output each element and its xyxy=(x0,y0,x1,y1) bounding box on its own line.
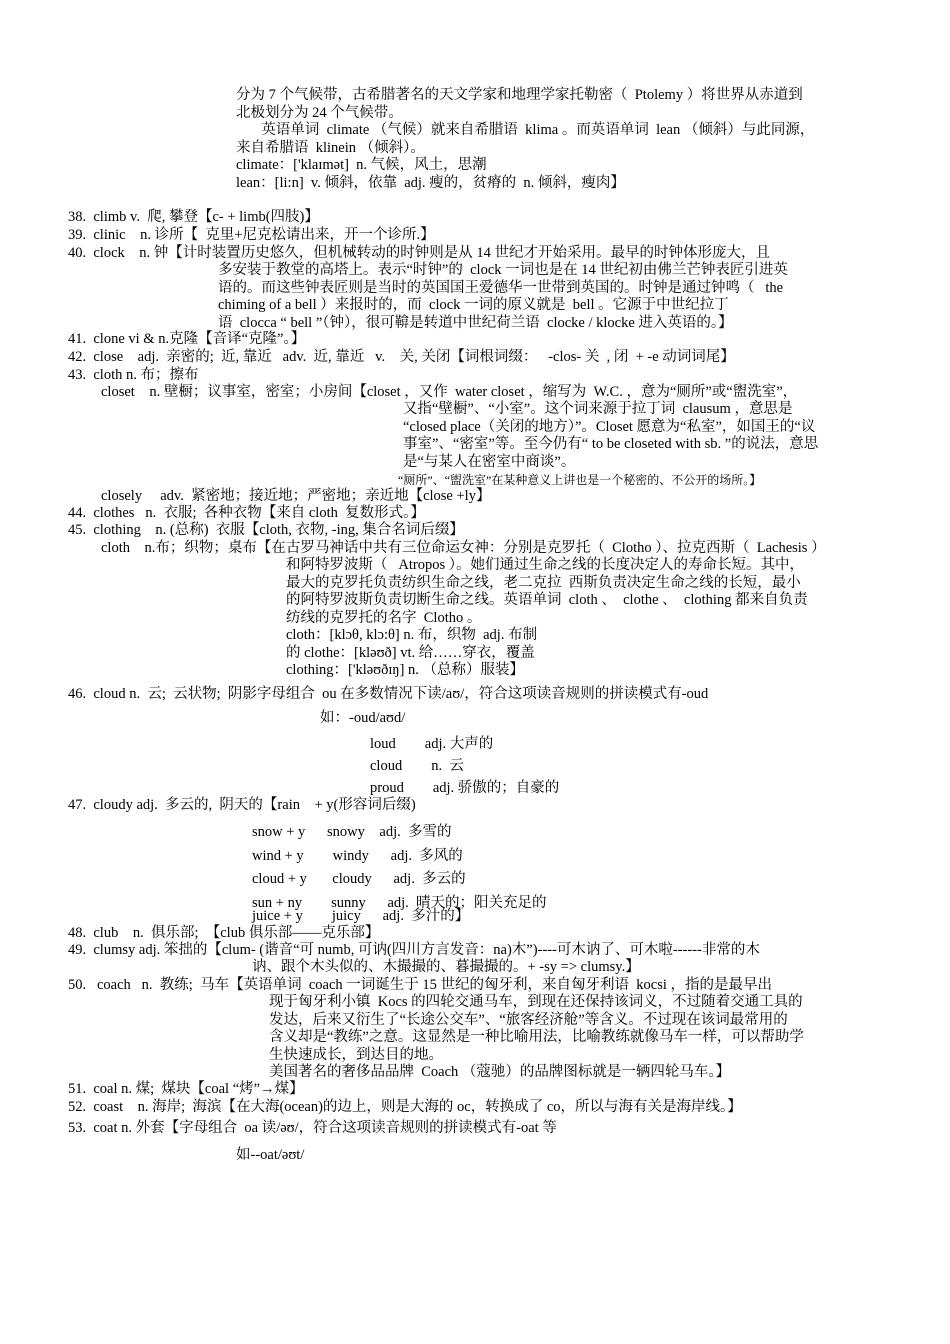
subentry-cloth xyxy=(101,540,826,558)
subentry-cloth-body xyxy=(286,557,808,680)
text-line: 如：-oud/aʊd/ xyxy=(320,710,406,726)
text-line: 的 clothe：[kləʊð] vt. 给……穿衣，覆盖 xyxy=(286,644,535,661)
word-row: snow + y snowy adj. 多雪的 xyxy=(252,824,452,840)
entry-cloudy xyxy=(68,797,416,815)
entry-close xyxy=(68,349,735,367)
entry-clothes xyxy=(68,505,425,523)
text-line: chiming of a bell ）来报时的，而 clock 一词的原义就是 bell 。它源于中世纪拉丁 xyxy=(218,297,729,313)
entry-line: 40. clock n. 钟【计时装置历史悠久，但机械转动的时钟则是从 14 世纪才开始采用。最早的时钟体形庞大，且 xyxy=(68,245,771,261)
text-line: 最大的克罗托负责纺织生命之线，老二克拉 西斯负责决定生命之线的长短，最小 xyxy=(286,574,801,591)
entry-clothing xyxy=(68,522,464,540)
entry-clinic xyxy=(68,227,435,245)
entry-line: 41. clone vi & n.克隆【音译“克隆”。】 xyxy=(68,331,306,347)
entry-climb xyxy=(68,209,319,227)
text-line: 纺线的克罗托的名字 Clotho 。 xyxy=(286,609,482,626)
entry-line: 42. close adj. 亲密的; 近, 靠近 adv. 近, 靠近 v. 关, 关闭【词根词缀： -clos- 关 , 闭 + -e 动词词尾】 xyxy=(68,349,735,365)
text-line: “closed place（关闭的地方）”。Closet 愿意为“私室”，如国王的“议 xyxy=(403,418,816,435)
subentry-closet xyxy=(101,384,797,402)
entry-line: 48. club n. 俱乐部; 【club 俱乐部——克乐部】 xyxy=(68,925,380,941)
entry-coach-body xyxy=(269,994,804,1082)
cloudy-word-last xyxy=(252,908,469,926)
text-line: 又指“壁橱”、“小室”。这个词来源于拉丁词 clausum ，意思是 xyxy=(403,401,793,417)
text-line: 现于匈牙利小镇 Kocs 的四轮交通马车，到现在还保持该词义，不过随着交通工具的 xyxy=(269,994,803,1010)
subentry-closely xyxy=(101,488,490,506)
entry-clumsy-body xyxy=(252,959,640,977)
text-line: 和阿特罗波斯（ Atropos ）。她们通过生命之线的长度决定人的寿命长短。其中， xyxy=(286,557,804,573)
text-line: “厕所”、“盥洗室”在某种意义上讲也是一个秘密的、不公开的场所。】 xyxy=(398,473,762,487)
text-line: 来自希腊语 klinein （倾斜）。 xyxy=(236,139,425,156)
text-line: 讷、跟个木头似的、木撮撮的、暮撮撮的。+ -sy => clumsy.】 xyxy=(252,959,640,975)
entry-coat xyxy=(68,1120,557,1138)
word-row: sun + ny sunny adj. 晴天的；阳关充足的 xyxy=(252,894,547,911)
word-row: proud adj. 骄傲的；自豪的 xyxy=(370,780,560,796)
text-line: 美国著名的奢侈品品牌 Coach （蔻驰）的品牌图标就是一辆四轮马车。】 xyxy=(269,1064,731,1080)
word-row: cloud + y cloudy adj. 多云的 xyxy=(252,871,466,887)
entry-line: 44. clothes n. 衣服; 各种衣物【来自 cloth 复数形式。】 xyxy=(68,505,425,521)
word-row: loud adj. 大声的 xyxy=(370,736,494,752)
text-line: lean：[li:n] v. 倾斜，依靠 adj. 瘦的，贫瘠的 n. 倾斜，瘦肉】 xyxy=(236,174,625,191)
text-line: 发达，后来又衍生了“长途公交车”、“旅客经济舱”等含义。不过现在该词最常用的 xyxy=(269,1011,788,1028)
text-line: 英语单词 climate （气候）就来自希腊语 klima 。而英语单词 lean （倾斜）与此同源， xyxy=(236,122,815,138)
text-line: 是“与某人在密室中商谈”。 xyxy=(403,453,576,470)
text-line: 生快速成长，到达目的地。 xyxy=(269,1046,443,1063)
cloud-word-list xyxy=(370,733,559,799)
entry-line: 49. clumsy adj. 笨拙的【clum- (谐音“可 numb, 可讷(四川方言发音：na)木”)----可木讷了、可木啦------非常的木 xyxy=(68,942,760,958)
entry-clone xyxy=(68,331,305,349)
entry-coach xyxy=(68,977,772,995)
entry-cloud xyxy=(68,686,708,704)
entry-clumsy xyxy=(68,942,760,960)
text-line: 分为 7 个气候带，古希腊著名的天文学家和地理学家托勒密（ Ptolemy ）将世界从赤道到 xyxy=(236,87,803,103)
entry-line: 45. clothing n. (总称) 衣服【cloth, 衣物, -ing, 集合名词后缀】 xyxy=(68,522,464,538)
coat-example xyxy=(236,1147,304,1165)
closet-note xyxy=(398,472,761,488)
entry-coal xyxy=(68,1081,304,1099)
text-line: cloth n.布；织物；桌布【在古罗马神话中共有三位命运女神：分别是克罗托（ Clotho ）、拉克西斯（ Lachesis ） xyxy=(101,540,826,556)
text-line: 北极划分为 24 个气候带。 xyxy=(236,104,403,121)
word-row: juice + y juicy adj. 多汁的】 xyxy=(252,908,470,924)
entry-line: 46. cloud n. 云; 云状物; 阴影字母组合 ou 在多数情况下读/aʊ/，符合这项读音规则的拼读模式有-oud xyxy=(68,686,709,702)
subentry-closet-body xyxy=(403,401,818,471)
entry-line: 53. coat n. 外套【字母组合 oa 读/əʊ/，符合这项读音规则的拼读模式有-oat 等 xyxy=(68,1120,557,1136)
entry-line: 43. cloth n. 布；擦布 xyxy=(68,367,199,383)
entry-club xyxy=(68,925,379,943)
text-line: 含义却是“教练”之意。这显然是一种比喻用法，比喻教练就像马车一样，可以帮助学 xyxy=(269,1029,804,1045)
entry-37-continuation xyxy=(236,87,814,192)
entry-coast xyxy=(68,1099,742,1117)
word-row: cloud n. 云 xyxy=(370,758,464,774)
entry-line: 50. coach n. 教练; 马车【英语单词 coach 一词诞生于 15 世纪的匈牙利，来自匈牙利语 kocsi ，指的是最早出 xyxy=(68,977,772,993)
text-line: climate：['klaɪmət] n. 气候，风土，思潮 xyxy=(236,157,487,173)
text-line: clothing：['kləʊðɪŋ] n. （总称）服装】 xyxy=(286,662,525,678)
text-line: 语的。而这些钟表匠则是当时的英国国王爱德华一世带到英国的。时钟是通过钟鸣（ the xyxy=(218,279,784,296)
entry-line: 39. clinic n. 诊所【 克里+尼克松请出来，开一个诊所.】 xyxy=(68,227,435,243)
entry-line: 47. cloudy adj. 多云的, 阴天的【rain + y(形容词后缀) xyxy=(68,797,416,813)
entry-cloth xyxy=(68,367,199,385)
entry-line: 52. coast n. 海岸; 海滨【在大海(ocean)的边上，则是大海的 oc，转换成了 co，所以与海有关是海岸线。】 xyxy=(68,1099,742,1115)
text-line: 事室”、“密室”等。至今仍有“ to be closeted with sb. ”的说法，意思 xyxy=(403,436,819,452)
entry-line: 51. coal n. 煤; 煤块【coal “烤”→煤】 xyxy=(68,1081,304,1097)
text-line: 语 clocca “ bell ”（钟），很可鞥是转道中世纪荷兰语 clocke / klocke 进入英语的。】 xyxy=(218,314,733,331)
text-line: 多安装于教堂的高塔上。表示“时钟”的 clock 一词也是在 14 世纪初由佛兰芒钟表匠引进英 xyxy=(218,262,788,278)
text-line: 的阿特罗波斯负责切断生命之线。英语单词 cloth 、 clothe 、 clothing 都来自负责 xyxy=(286,592,808,608)
entry-clock-body xyxy=(218,262,788,332)
text-line: closet n. 壁橱；议事室，密室；小房间【closet ，又作 water closet ，缩写为 W.C. ，意为“厕所”或“盥洗室”， xyxy=(101,384,798,400)
entry-line: 38. climb v. 爬, 攀登【c- + limb(四肢)】 xyxy=(68,209,319,225)
cloud-example xyxy=(320,710,405,728)
text-line: 如--oat/əʊt/ xyxy=(236,1147,305,1163)
word-row: wind + y windy adj. 多风的 xyxy=(252,847,463,864)
text-line: cloth：[klɔθ, klɔ:θ] n. 布，织物 adj. 布制 xyxy=(286,627,538,643)
cloudy-word-list xyxy=(252,821,547,915)
entry-clock xyxy=(68,245,770,263)
text-line: closely adv. 紧密地；接近地；严密地；亲近地【close +ly】 xyxy=(101,488,491,504)
